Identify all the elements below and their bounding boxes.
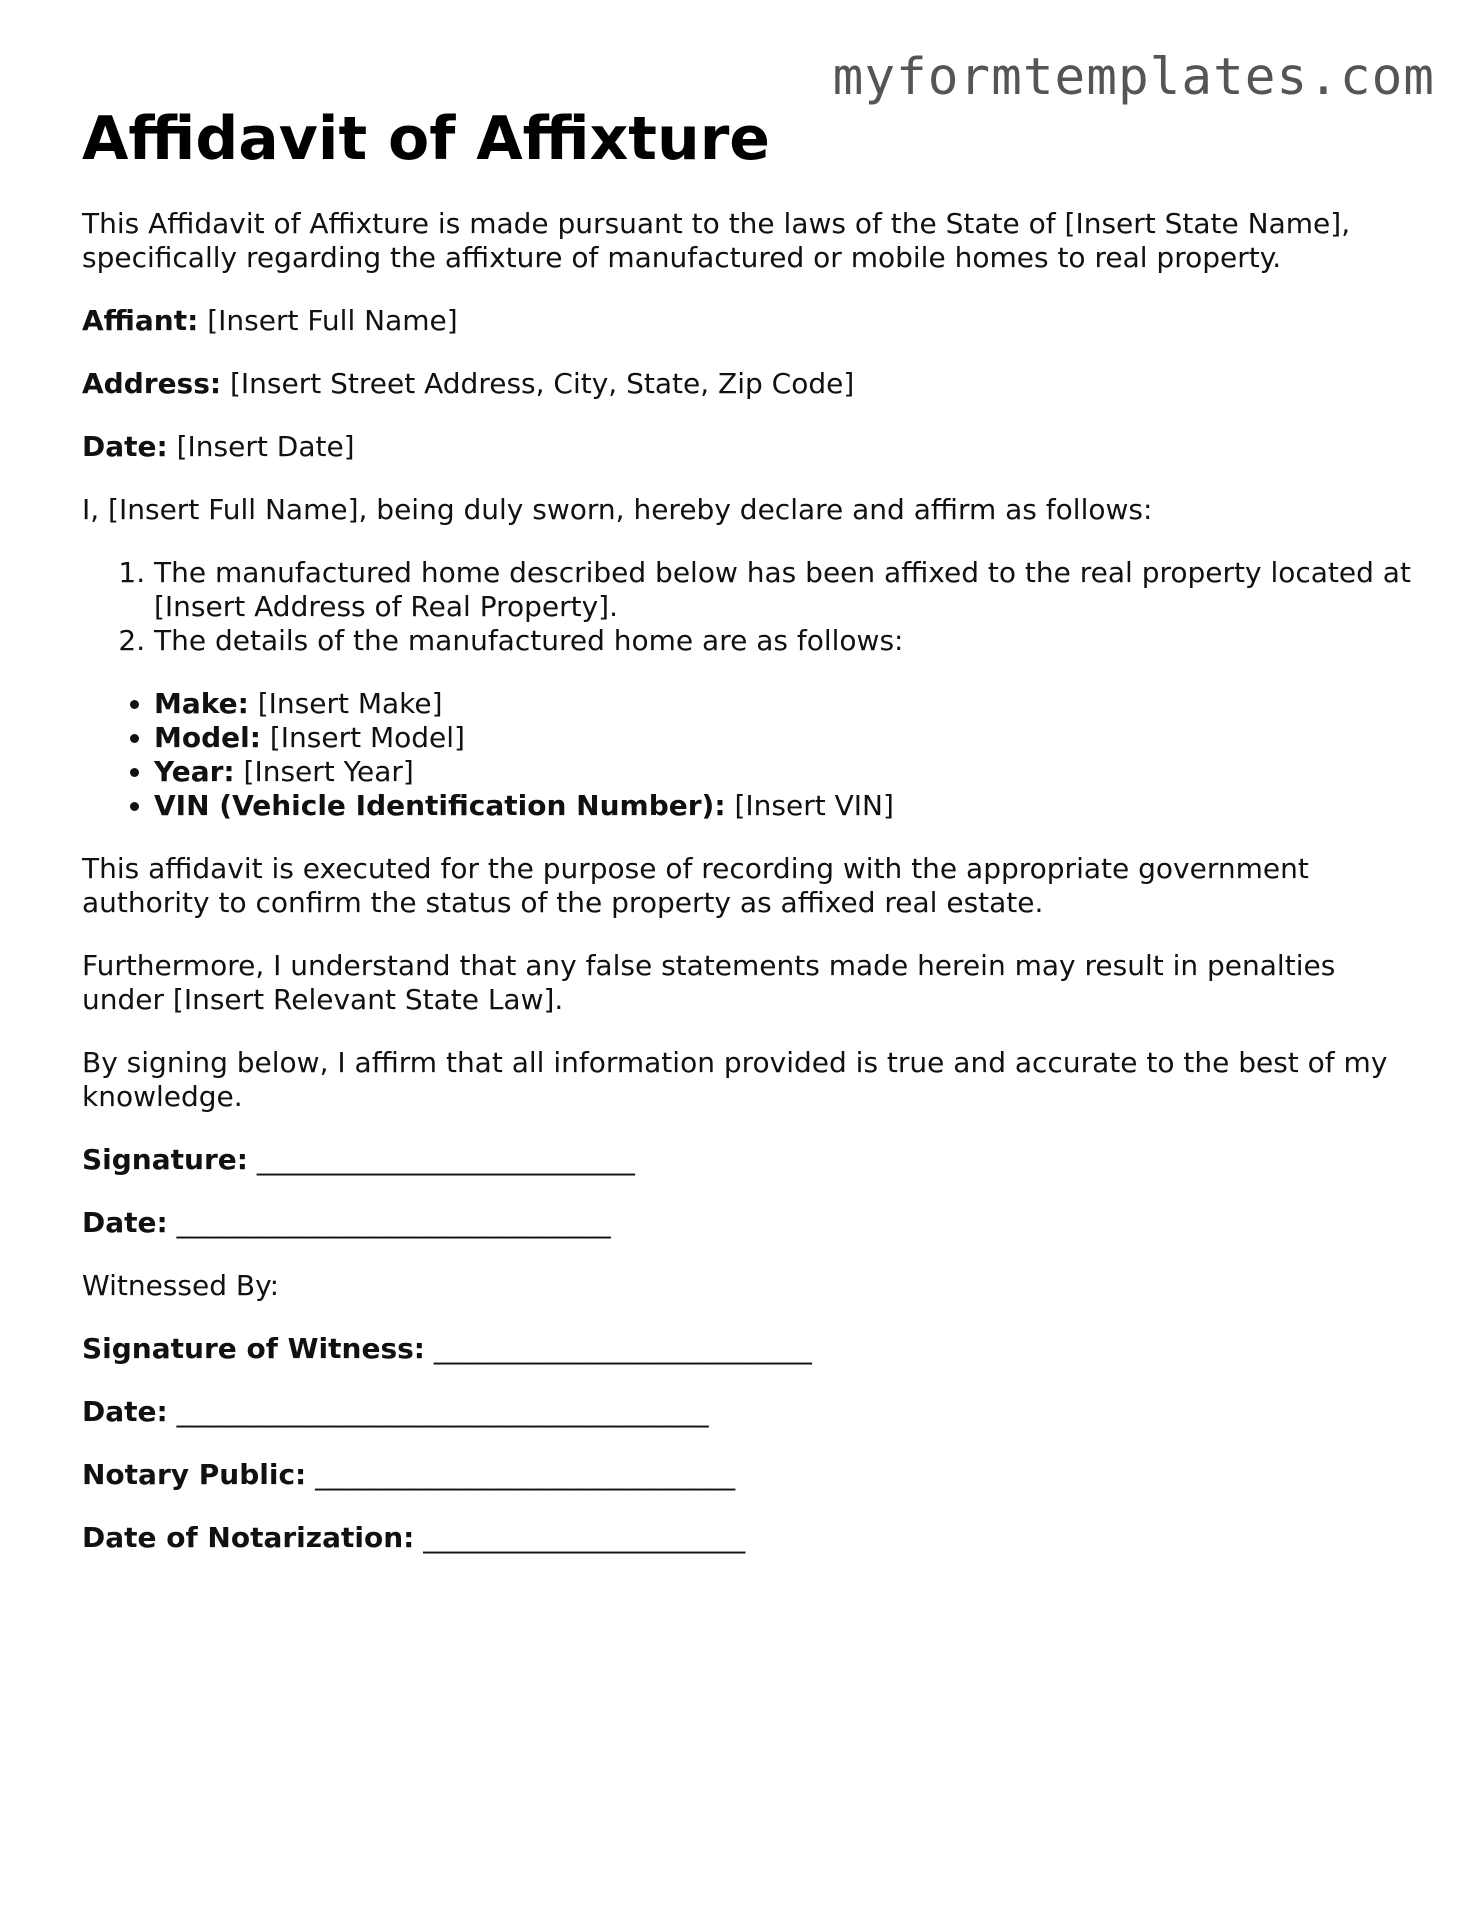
signature-blank[interactable]: ___________________________ bbox=[256, 1143, 635, 1176]
affirmation-paragraph: By signing below, I affirm that all information provided is true and accurate to the best of my knowledge. bbox=[82, 1046, 1388, 1113]
signature-date-label: Date: bbox=[82, 1206, 168, 1239]
witness-date-line[interactable] bbox=[82, 1395, 1412, 1429]
home-details-list bbox=[82, 687, 1412, 823]
witness-signature-label: Signature of Witness: bbox=[82, 1332, 425, 1365]
witnessed-by-text: Witnessed By: bbox=[82, 1269, 280, 1302]
year-label: Year: bbox=[154, 755, 235, 788]
address-value: [Insert Street Address, City, State, Zip Code] bbox=[230, 367, 855, 400]
date-value: [Insert Date] bbox=[176, 430, 355, 463]
vin-value: [Insert VIN] bbox=[734, 789, 894, 822]
purpose-paragraph: This affidavit is executed for the purpose of recording with the appropriate government authority to confirm the status of the property as affixed real estate. bbox=[82, 852, 1309, 919]
make-label: Make: bbox=[154, 687, 249, 720]
notary-public-line[interactable] bbox=[82, 1458, 1412, 1492]
penalties-paragraph: Furthermore, I understand that any false statements made herein may result in penalties under [Insert Relevant State Law]. bbox=[82, 949, 1336, 1016]
witness-signature-blank[interactable]: ___________________________ bbox=[433, 1332, 812, 1365]
signature-label: Signature: bbox=[82, 1143, 248, 1176]
notary-public-label: Notary Public: bbox=[82, 1458, 307, 1491]
model-label: Model: bbox=[154, 721, 261, 754]
witness-date-blank[interactable]: ______________________________________ bbox=[176, 1395, 709, 1428]
model-value: [Insert Model] bbox=[269, 721, 465, 754]
numbered-item: 2. The details of the manufactured home are as follows: bbox=[154, 624, 1412, 658]
detail-year bbox=[154, 755, 1412, 789]
witness-date-label: Date: bbox=[82, 1395, 168, 1428]
signature-line[interactable] bbox=[82, 1143, 1412, 1177]
numbered-list bbox=[82, 556, 1412, 658]
signature-date-blank[interactable]: _______________________________ bbox=[176, 1206, 611, 1239]
signature-date-line[interactable] bbox=[82, 1206, 1412, 1240]
affiant-label: Affiant: bbox=[82, 304, 199, 337]
notarization-date-line[interactable] bbox=[82, 1521, 1412, 1555]
affiant-field bbox=[82, 304, 1412, 338]
year-value: [Insert Year] bbox=[243, 755, 414, 788]
address-field bbox=[82, 367, 1412, 401]
affidavit-document bbox=[82, 103, 1412, 1584]
notarization-date-label: Date of Notarization: bbox=[82, 1521, 415, 1554]
date-label: Date: bbox=[82, 430, 168, 463]
address-label: Address: bbox=[82, 367, 222, 400]
detail-vin bbox=[154, 789, 1412, 823]
page-title: Affidavit of Affixture bbox=[82, 104, 770, 174]
notary-public-blank[interactable]: ______________________________ bbox=[315, 1458, 736, 1491]
make-value: [Insert Make] bbox=[257, 687, 443, 720]
affiant-value: [Insert Full Name] bbox=[207, 304, 458, 337]
intro-paragraph: This Affidavit of Affixture is made pursuant to the laws of the State of [Insert State Name], specifically regarding the affixture of manufactured or mobile homes to real property. bbox=[82, 207, 1351, 274]
witness-signature-line[interactable] bbox=[82, 1332, 1412, 1366]
declaration-paragraph: I, [Insert Full Name], being duly sworn, hereby declare and affirm as follows: bbox=[82, 493, 1153, 526]
detail-model bbox=[154, 721, 1412, 755]
date-field bbox=[82, 430, 1412, 464]
notarization-date-blank[interactable]: _______________________ bbox=[423, 1521, 746, 1554]
detail-make bbox=[154, 687, 1412, 721]
site-watermark: myformtemplates.com bbox=[832, 48, 1435, 107]
numbered-item: 1. The manufactured home described below has been affixed to the real property located at [Insert Address of Real Property]. bbox=[154, 556, 1412, 624]
vin-label: VIN (Vehicle Identification Number): bbox=[154, 789, 726, 822]
